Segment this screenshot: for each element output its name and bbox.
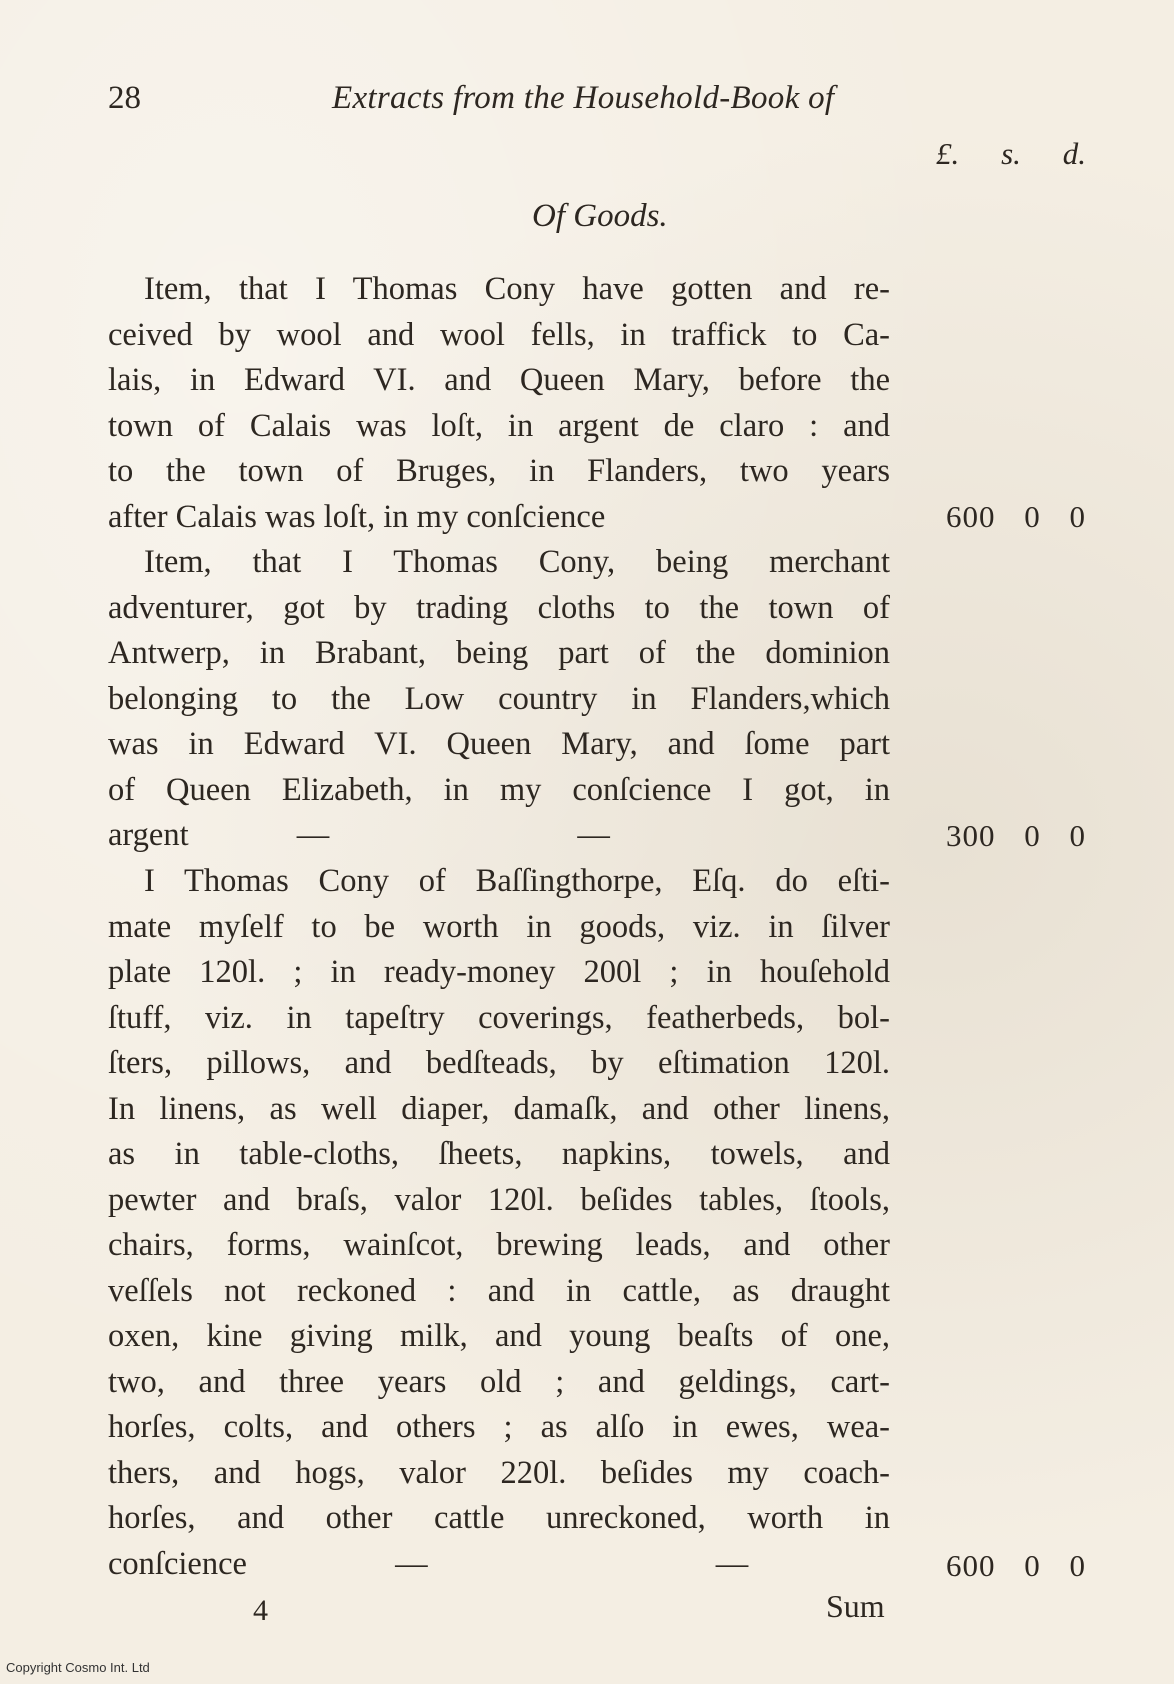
amount-shillings: 0 xyxy=(1024,499,1041,534)
text-line: two, and three years old ; and geldings, cart- xyxy=(108,1363,890,1400)
text-line: ſtuff, viz. in tapeſtry coverings, featherbeds, bol- xyxy=(108,999,890,1036)
text-line: horſes, and other cattle unreckoned, worth in xyxy=(108,1500,890,1536)
shillings-column-label: s. xyxy=(1001,136,1021,171)
pounds-column-label: £. xyxy=(936,136,960,171)
text-line: Item, that I Thomas Cony have gotten and re- xyxy=(144,271,890,307)
text-line: ſters, pillows, and bedſteads, by eſtimation 120l. xyxy=(108,1045,890,1081)
text-line: belonging to the Low country in Flanders,which xyxy=(108,680,890,717)
leader-dash: — xyxy=(395,1545,428,1582)
leader-dash: — xyxy=(577,817,610,853)
text-line: was in Edward VI. Queen Mary, and ſome part xyxy=(108,726,890,762)
text-line: oxen, kine giving milk, and young beaſts of one, xyxy=(108,1318,890,1354)
amount-pounds: 600 xyxy=(946,499,996,534)
text-line: thers, and hogs, valor 220l. beſides my coach- xyxy=(108,1454,890,1491)
text-line: horſes, colts, and others ; as alſo in ewes, wea- xyxy=(108,1409,890,1445)
line-text: conſcience xyxy=(108,1545,247,1582)
amount-pounds: 300 xyxy=(946,818,996,853)
entry-amount xyxy=(946,818,1086,854)
signature-mark: 4 xyxy=(253,1594,268,1627)
text-line: veſſels not reckoned : and in cattle, as draught xyxy=(108,1272,890,1309)
text-line: as in table-cloths, ſheets, napkins, towels, and xyxy=(108,1136,890,1172)
text-line: pewter and braſs, valor 120l. beſides tables, ſtools, xyxy=(108,1181,890,1218)
text-line: to the town of Bruges, in Flanders, two years xyxy=(108,453,890,489)
amount-shillings: 0 xyxy=(1024,1548,1041,1583)
entry-amount xyxy=(946,499,1086,535)
text-line: Antwerp, in Brabant, being part of the dominion xyxy=(108,635,890,671)
amount-pence: 0 xyxy=(1069,499,1086,534)
text-line: town of Calais was loſt, in argent de claro : and xyxy=(108,407,890,444)
copyright-watermark: Copyright Cosmo Int. Ltd xyxy=(6,1660,150,1675)
leader-dash: — xyxy=(296,817,330,853)
text-line: chairs, forms, wainſcot, brewing leads, and other xyxy=(108,1227,890,1263)
page-number: 28 xyxy=(108,80,141,116)
text-line: ceived by wool and wool fells, in traffick to Ca- xyxy=(108,316,890,353)
text-line xyxy=(108,1542,890,1588)
amount-pence: 0 xyxy=(1069,818,1086,853)
entry-paragraph xyxy=(108,267,890,540)
text-line xyxy=(108,813,890,859)
amount-pence: 0 xyxy=(1069,1548,1086,1583)
running-title: Extracts from the Household-Book of xyxy=(332,80,835,116)
text-line: Item, that I Thomas Cony, being merchant xyxy=(144,544,890,580)
text-line: plate 120l. ; in ready-money 200l ; in houſehold xyxy=(108,954,890,990)
entry-amount xyxy=(946,1548,1086,1584)
text-line: adventurer, got by trading cloths to the town of xyxy=(108,589,890,626)
text-line: of Queen Elizabeth, in my conſcience I got, in xyxy=(108,771,890,808)
text-line: after Calais was loſt, in my conſcience xyxy=(108,498,606,535)
entry-paragraph xyxy=(108,540,890,859)
currency-column-header xyxy=(936,136,1086,172)
pence-column-label: d. xyxy=(1062,136,1086,171)
text-line: mate myſelf to be worth in goods, viz. in ſilver xyxy=(108,908,890,945)
amount-pounds: 600 xyxy=(946,1548,996,1583)
catchword: Sum xyxy=(826,1588,885,1624)
section-heading: Of Goods. xyxy=(532,198,668,234)
text-line: lais, in Edward VI. and Queen Mary, before the xyxy=(108,362,890,398)
entry-paragraph xyxy=(108,859,890,1587)
line-text: argent xyxy=(108,817,189,853)
text-line: I Thomas Cony of Baſſingthorpe, Eſq. do eſti- xyxy=(144,863,890,899)
leader-dash: — xyxy=(715,1545,749,1582)
text-line: In linens, as well diaper, damaſk, and other linens, xyxy=(108,1090,890,1127)
amount-shillings: 0 xyxy=(1024,818,1041,853)
